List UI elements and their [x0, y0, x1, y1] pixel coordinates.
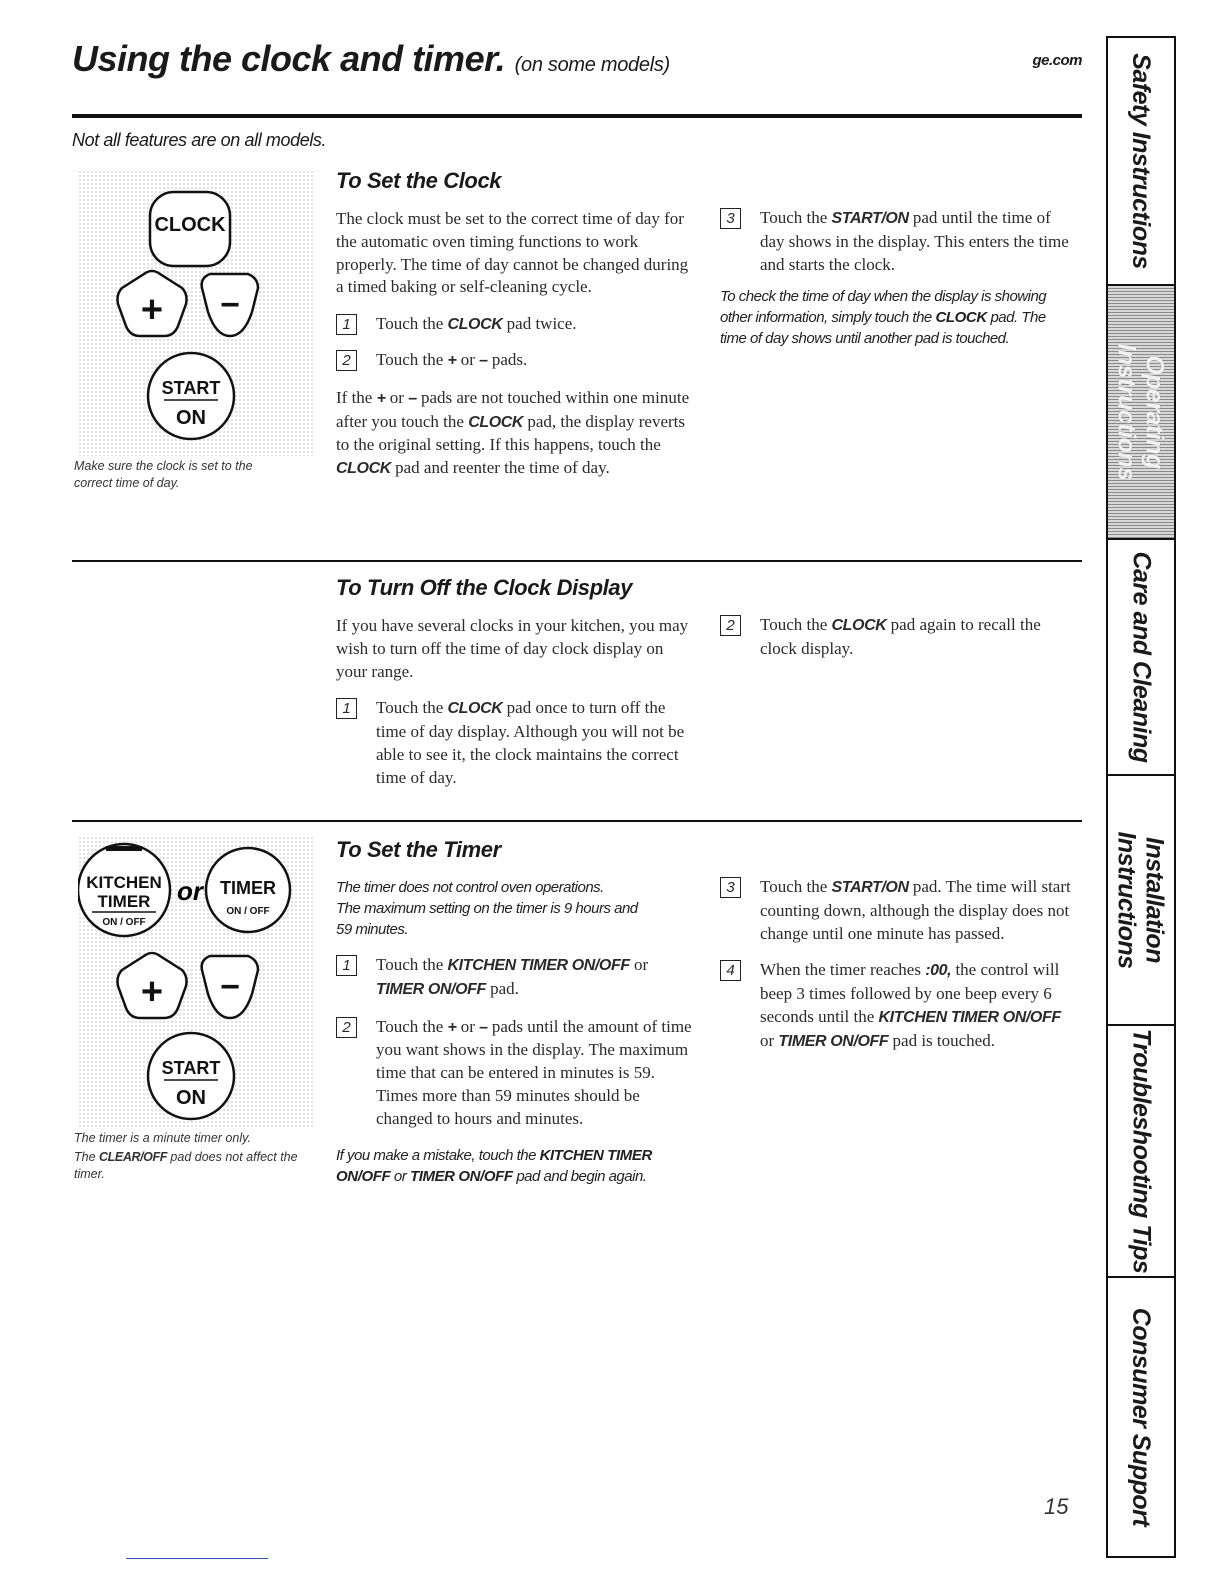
- step-text: pad twice.: [502, 314, 577, 334]
- note-text: or: [390, 1167, 410, 1185]
- set-timer-column-2: [720, 876, 1072, 1054]
- set-clock-section: [336, 168, 696, 481]
- keyword: TIMER ON/OFF: [376, 980, 486, 998]
- caption-text: The: [74, 1150, 100, 1164]
- minus-pad-label: −: [220, 968, 240, 1006]
- para-text: If the: [336, 387, 377, 407]
- keyword: CLOCK: [447, 700, 503, 718]
- keyword: START/ON: [831, 879, 909, 896]
- set-clock-step-2: [336, 349, 696, 373]
- tab-troubleshooting-tips[interactable]: [1108, 1026, 1174, 1276]
- plus-pad-label: +: [140, 971, 164, 1013]
- tab-label: Safety Instructions: [1127, 53, 1155, 269]
- step-number: 1: [336, 698, 357, 719]
- keyword: CLOCK: [831, 617, 887, 634]
- tab-operating-instructions[interactable]: [1108, 286, 1174, 538]
- keyword: +: [376, 389, 386, 407]
- step-text: pad. The time will start counting down, although the display does not change until one minute has passed.: [760, 877, 1071, 943]
- tab-safety-instructions[interactable]: [1108, 38, 1174, 284]
- step-text: Touch the: [760, 877, 832, 896]
- tab-label: Care and Cleaning: [1127, 551, 1155, 763]
- onoff-pad-label: ON / OFF: [102, 917, 146, 928]
- clock-pad-label: CLOCK: [154, 214, 226, 236]
- timer-pad-label: TIMER: [97, 892, 151, 911]
- on-pad-label: ON: [176, 407, 206, 429]
- keyword: –: [408, 389, 417, 407]
- para-text: pads are not touched within one minute after you touch the: [336, 387, 690, 431]
- set-clock-note: [720, 286, 1072, 349]
- page-number: 15: [1044, 1494, 1069, 1519]
- clock-caption: Make sure the clock is set to the correct time of day.: [74, 459, 253, 490]
- step-number: 1: [336, 314, 357, 335]
- keyword: +: [447, 1018, 457, 1036]
- step-text: pads until the amount of time you want shows in the display. The maximum time that can be entered in minutes is 59. Times more than 59 minutes should be changed to hours and minutes.: [376, 1016, 692, 1128]
- set-timer-step-3: [720, 876, 1072, 945]
- step-text: pad once to turn off the time of day display. Although you will not be able to see it, the clock maintains the correct time of day.: [376, 698, 685, 787]
- step-text: or: [456, 1016, 480, 1036]
- set-clock-intro: The clock must be set to the correct time of day for the automatic oven timing functions to work properly. The time of day cannot be changed during a timed baking or self-cleaning cycle.: [336, 209, 689, 297]
- note-text: If you make a mistake, touch the: [336, 1146, 540, 1164]
- step-number: 4: [720, 960, 741, 981]
- step-text: pad.: [485, 978, 519, 998]
- step-number: 2: [720, 615, 741, 636]
- set-clock-reverts-paragraph: [336, 387, 696, 481]
- set-timer-step-4: [720, 959, 1072, 1053]
- step-number: 3: [720, 208, 741, 229]
- set-timer-step-2: [336, 1016, 696, 1131]
- caption-text: pad does not affect the timer.: [74, 1150, 298, 1181]
- step-number: 3: [720, 877, 741, 898]
- keyword: –: [479, 351, 488, 369]
- keyword: +: [447, 351, 457, 369]
- note-text: To check the time of day when the display is showing other information, simply touch the: [720, 288, 1047, 327]
- keyword: KITCHEN TIMER ON/OFF: [336, 1146, 652, 1185]
- step-text: Touch the: [376, 698, 448, 718]
- keyword: TIMER ON/OFF: [778, 1032, 889, 1050]
- start-pad-label: START: [161, 378, 221, 398]
- start-pad-label: START: [161, 1058, 221, 1078]
- tab-consumer-support[interactable]: [1108, 1278, 1174, 1556]
- on-pad-label: ON: [176, 1087, 206, 1109]
- set-timer-step-1: [336, 954, 696, 1002]
- step-text: Touch the: [760, 208, 832, 227]
- para-text: pad and reenter the time of day.: [390, 458, 610, 478]
- step-text: Touch the: [376, 314, 448, 334]
- keyword: CLOCK: [468, 413, 524, 431]
- note-text: pad. The time of day shows until another pad is touched.: [720, 309, 1046, 348]
- step-text: Touch the: [760, 615, 832, 634]
- clock-pads-illustration: [78, 170, 314, 456]
- keyword: CLOCK: [935, 309, 987, 327]
- keyword: START/ON: [831, 210, 909, 227]
- timer2-pad-label: TIMER: [220, 878, 276, 898]
- page-title-text: Using the clock and timer.: [72, 38, 506, 79]
- plus-pad-label: +: [140, 289, 164, 331]
- step-text: pads.: [487, 349, 528, 369]
- keyword: KITCHEN TIMER ON/OFF: [447, 957, 630, 974]
- section-divider-2: [72, 820, 1082, 822]
- set-clock-heading: To Set the Clock: [336, 168, 502, 193]
- step-text: Touch the: [376, 955, 448, 974]
- step-number: 2: [336, 1017, 357, 1038]
- keyword: –: [479, 1018, 488, 1036]
- tab-label: Consumer Support: [1127, 1307, 1155, 1527]
- set-timer-heading: To Set the Timer: [336, 837, 501, 862]
- step-text: pad again to recall the clock display.: [760, 615, 1041, 658]
- step-text: Touch the: [376, 349, 448, 369]
- step-text: the control will beep 3 times followed by one beep every 6 seconds until the: [760, 960, 1060, 1026]
- step-text: or: [629, 955, 649, 974]
- step-text: or: [456, 349, 480, 369]
- keyword: CLOCK: [447, 316, 503, 334]
- keyword: :00,: [925, 962, 952, 980]
- para-text: pad, the display reverts to the original setting. If this happens, touch the: [336, 411, 686, 455]
- kitchen-pad-label: KITCHEN: [86, 873, 162, 892]
- turn-off-column-2: [720, 614, 1072, 661]
- step-text: or: [760, 1030, 779, 1050]
- timer-pads-illustration: [78, 836, 314, 1128]
- step-number: 2: [336, 350, 357, 371]
- keyword: TIMER ON/OFF: [409, 1167, 513, 1185]
- set-clock-step-1: [336, 313, 696, 337]
- site-link[interactable]: ge.com: [1032, 52, 1082, 69]
- page-title: [72, 38, 670, 80]
- or-label: or: [177, 876, 203, 906]
- para-text: or: [385, 387, 409, 407]
- tab-label: Operating Instructions: [1113, 343, 1170, 481]
- set-clock-step-3: [720, 207, 1072, 276]
- turn-off-step-2: [720, 614, 1072, 661]
- timer-caption-2: [74, 1149, 304, 1183]
- clock-control-panel-image: [78, 170, 314, 456]
- footer-link-underline: [126, 1558, 268, 1559]
- timer-note-2: The maximum setting on the timer is 9 hours and 59 minutes.: [336, 900, 638, 938]
- tab-label: Troubleshooting Tips: [1127, 1028, 1156, 1274]
- set-timer-section: [336, 837, 696, 1202]
- tab-label: Installation Instructions: [1113, 831, 1170, 969]
- turn-off-step-1: [336, 697, 696, 789]
- timer-caption: [74, 1130, 304, 1183]
- step-text: When the timer reaches: [760, 960, 926, 980]
- page-title-suffix: (on some models): [514, 54, 670, 76]
- turn-off-intro: If you have several clocks in your kitchen, you may wish to turn off the time of day clock display on your range.: [336, 616, 689, 681]
- side-tab-strip: [1106, 36, 1176, 1558]
- set-clock-column-2: [720, 207, 1072, 349]
- step-text: pad until the time of day shows in the display. This enters the time and starts the clock.: [760, 208, 1069, 274]
- step-number: 1: [336, 955, 357, 976]
- keyword: CLEAR/OFF: [99, 1150, 167, 1164]
- step-text: Touch the: [376, 1016, 448, 1036]
- keyword: CLOCK: [336, 460, 391, 478]
- note-text: pad and begin again.: [512, 1167, 647, 1185]
- minus-pad-label: −: [220, 286, 240, 324]
- keyword: KITCHEN TIMER ON/OFF: [878, 1008, 1061, 1026]
- onoff2-pad-label: ON / OFF: [226, 906, 270, 917]
- timer-note-1: The timer does not control oven operations.: [336, 879, 604, 896]
- timer-caption-1: The timer is a minute timer only.: [74, 1131, 251, 1145]
- timer-mistake-note: [336, 1145, 696, 1187]
- step-text: pad is touched.: [888, 1030, 995, 1050]
- turn-off-section: [336, 575, 696, 790]
- turn-off-heading: To Turn Off the Clock Display: [336, 575, 633, 600]
- page-subtitle: Not all features are on all models.: [72, 130, 327, 150]
- section-divider-1: [72, 560, 1082, 562]
- timer-control-panel-image: [78, 836, 314, 1128]
- header-rule: [72, 114, 1082, 118]
- tab-installation-instructions[interactable]: [1108, 776, 1174, 1024]
- tab-care-and-cleaning[interactable]: [1108, 540, 1174, 774]
